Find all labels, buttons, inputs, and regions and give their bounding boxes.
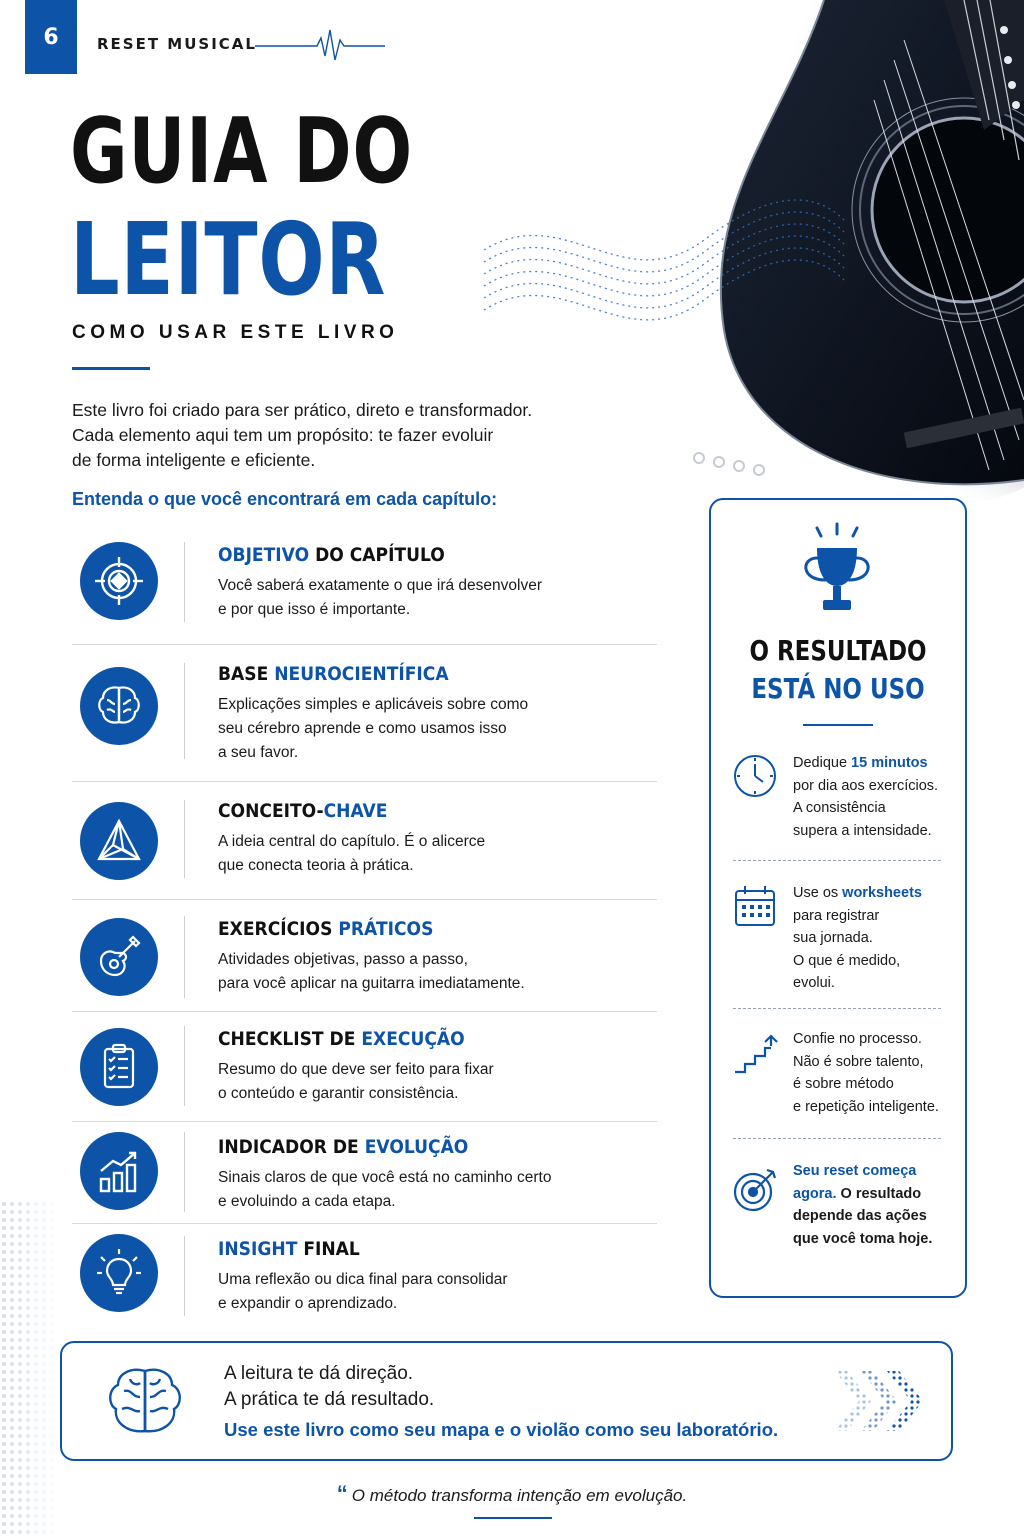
brain-outline-icon: [100, 1365, 190, 1441]
item-title: [218, 1238, 613, 1260]
list-item: [72, 1122, 657, 1224]
item-title: [218, 1136, 613, 1158]
quote-mark: “: [336, 1481, 348, 1506]
tip-line: depende das ações: [793, 1208, 927, 1224]
section-label: RESET MUSICAL: [97, 35, 257, 53]
subtitle-underline: [72, 367, 150, 370]
item-title: [218, 544, 613, 566]
tip-text: [793, 1028, 953, 1118]
page-title-line2: LEITOR: [70, 201, 387, 318]
item-title: [218, 663, 613, 685]
decorative-dots: [0, 1200, 60, 1536]
item-text: [218, 1136, 657, 1214]
intro-line: de forma inteligente e eficiente.: [72, 450, 316, 470]
page-number: 6: [25, 0, 77, 74]
tip-line: que você toma hoje.: [793, 1230, 933, 1247]
item-description: [218, 1268, 657, 1316]
item-title-part: EXECUÇÃO: [361, 1028, 465, 1050]
stairs-icon: [731, 1032, 779, 1080]
tip-text-part: O resultado: [836, 1185, 922, 1202]
desc-line: e por que isso é importante.: [218, 601, 411, 618]
heartbeat-line-icon: [255, 26, 385, 66]
item-title-part: CONCEITO-: [218, 800, 324, 822]
item-description: [218, 830, 657, 878]
target-icon: [80, 542, 158, 620]
tip-highlight: agora.: [793, 1185, 837, 1202]
item-title-part: EXERCÍCIOS: [218, 918, 339, 940]
chapter-lead: Entenda o que você encontrará em cada capítulo:: [72, 489, 498, 509]
desc-line: e expandir o aprendizado.: [218, 1295, 398, 1312]
tip-line: A consistência: [793, 800, 886, 816]
list-item: [72, 528, 657, 645]
tip-highlight: Seu reset começa: [793, 1163, 917, 1179]
desc-line: Resumo do que deve ser feito para fixar: [218, 1061, 494, 1078]
list-item: [72, 1224, 657, 1324]
tip-worksheets: [731, 882, 953, 992]
item-divider: [184, 1236, 185, 1316]
desc-line: para você aplicar na guitarra imediatamente.: [218, 975, 525, 992]
item-description: [218, 693, 657, 765]
tip-line: O que é medido,: [793, 952, 901, 969]
item-divider: [184, 800, 185, 878]
desc-line: o conteúdo e garantir consistência.: [218, 1085, 459, 1102]
quote-underline: [474, 1517, 552, 1519]
tip-line: Não é sobre talento,: [793, 1053, 924, 1070]
growth-chart-icon: [80, 1132, 158, 1210]
result-title-underline: [803, 724, 873, 726]
tip-line: por dia aos exercícios.: [793, 777, 939, 794]
item-title-part: DO CAPÍTULO: [309, 544, 445, 566]
tip-line: Confie no processo.: [793, 1031, 922, 1047]
lightbulb-icon: [80, 1234, 158, 1312]
tip-text: [793, 882, 953, 995]
item-divider: [184, 663, 185, 759]
target-arrow-icon: [731, 1166, 779, 1214]
banner-line2: A prática te dá resultado.: [224, 1389, 435, 1410]
item-title-part: FINAL: [297, 1238, 360, 1260]
desc-line: Atividades objetivas, passo a passo,: [218, 951, 468, 968]
item-title-part: BASE: [218, 663, 275, 685]
list-item: [72, 782, 657, 900]
item-description: [218, 574, 657, 622]
item-title-part: EVOLUÇÃO: [364, 1136, 469, 1158]
item-text: [218, 918, 657, 996]
brain-icon: [80, 667, 158, 745]
trophy-icon: [787, 520, 887, 620]
tip-consistency: [731, 752, 953, 842]
intro-line: Este livro foi criado para ser prático, direto e transformador.: [72, 400, 533, 420]
item-title-part: OBJETIVO: [218, 544, 310, 566]
desc-line: seu cérebro aprende e como usamos isso: [218, 720, 507, 737]
desc-line: Você saberá exatamente o que irá desenvolver: [218, 577, 542, 594]
item-title: [218, 800, 613, 822]
item-title-part: CHAVE: [323, 800, 388, 822]
item-text: [218, 544, 657, 622]
closing-banner: [60, 1341, 953, 1461]
desc-line: Sinais claros de que você está no caminho certo: [218, 1169, 552, 1186]
desc-line: Explicações simples e aplicáveis sobre como: [218, 696, 529, 713]
list-item: [72, 900, 657, 1012]
result-title-line1: O RESULTADO: [749, 634, 927, 667]
desc-line: que conecta teoria à prática.: [218, 857, 414, 874]
item-title-part: INSIGHT: [218, 1238, 298, 1260]
item-title: [218, 1028, 613, 1050]
tip-divider: [733, 860, 941, 861]
item-text: [218, 1238, 657, 1316]
guitar-icon: [80, 918, 158, 996]
item-text: [218, 1028, 657, 1106]
pyramid-icon: [80, 802, 158, 880]
result-title-line2: ESTÁ NO USO: [751, 672, 925, 705]
tip-highlight: 15 minutos: [851, 755, 928, 771]
item-title-part: PRÁTICOS: [338, 918, 434, 940]
item-divider: [184, 1026, 185, 1106]
intro-paragraph: [72, 398, 612, 473]
desc-line: e evoluindo a cada etapa.: [218, 1193, 396, 1210]
item-text: [218, 800, 657, 878]
desc-line: a seu favor.: [218, 744, 299, 761]
item-title-part: CHECKLIST DE: [218, 1028, 362, 1050]
item-description: [218, 1166, 657, 1214]
chapter-elements-list: [72, 528, 657, 1324]
intro-line: Cada elemento aqui tem um propósito: te fazer evoluir: [72, 425, 494, 445]
item-title: [218, 918, 613, 940]
quote-text: O método transforma intenção em evolução.: [351, 1486, 688, 1505]
desc-line: A ideia central do capítulo. É o alicerce: [218, 833, 486, 850]
banner-line3: Use este livro como seu mapa e o violão como seu laboratório.: [224, 1419, 779, 1440]
desc-line: Uma reflexão ou dica final para consolidar: [218, 1271, 508, 1288]
result-panel: [709, 498, 967, 1298]
chevron-arrows-icon: [825, 1363, 935, 1439]
tip-line: evolui.: [793, 975, 835, 991]
page-subtitle: COMO USAR ESTE LIVRO: [72, 322, 399, 343]
tip-divider: [733, 1138, 941, 1139]
tip-text-part: Dedique: [793, 755, 852, 771]
calendar-icon: [731, 882, 779, 930]
item-divider: [184, 542, 185, 622]
clock-icon: [731, 752, 779, 800]
checklist-icon: [80, 1028, 158, 1106]
tip-reset: [731, 1160, 953, 1252]
tip-text-part: Use os: [793, 885, 843, 901]
tip-text: [793, 1160, 953, 1250]
item-description: [218, 948, 657, 996]
item-divider: [184, 1132, 185, 1212]
tip-process: [731, 1028, 953, 1120]
item-divider: [184, 916, 185, 998]
list-item: [72, 1012, 657, 1122]
tip-line: para registrar: [793, 907, 880, 924]
banner-line1: A leitura te dá direção.: [224, 1363, 414, 1384]
tip-divider: [733, 1008, 941, 1009]
tip-line: supera a intensidade.: [793, 822, 932, 839]
tip-text: [793, 752, 953, 842]
item-description: [218, 1058, 657, 1106]
item-title-part: INDICADOR DE: [218, 1136, 365, 1158]
item-text: [218, 663, 657, 765]
item-title-part: NEUROCIENTÍFICA: [274, 663, 449, 685]
tip-line: sua jornada.: [793, 930, 873, 946]
tip-line: e repetição inteligente.: [793, 1098, 939, 1115]
list-item: [72, 645, 657, 782]
tip-highlight: worksheets: [842, 885, 922, 901]
page-title-line1: GUIA DO: [70, 99, 413, 204]
closing-quote: [0, 1481, 1024, 1507]
tip-line: é sobre método: [793, 1076, 894, 1092]
